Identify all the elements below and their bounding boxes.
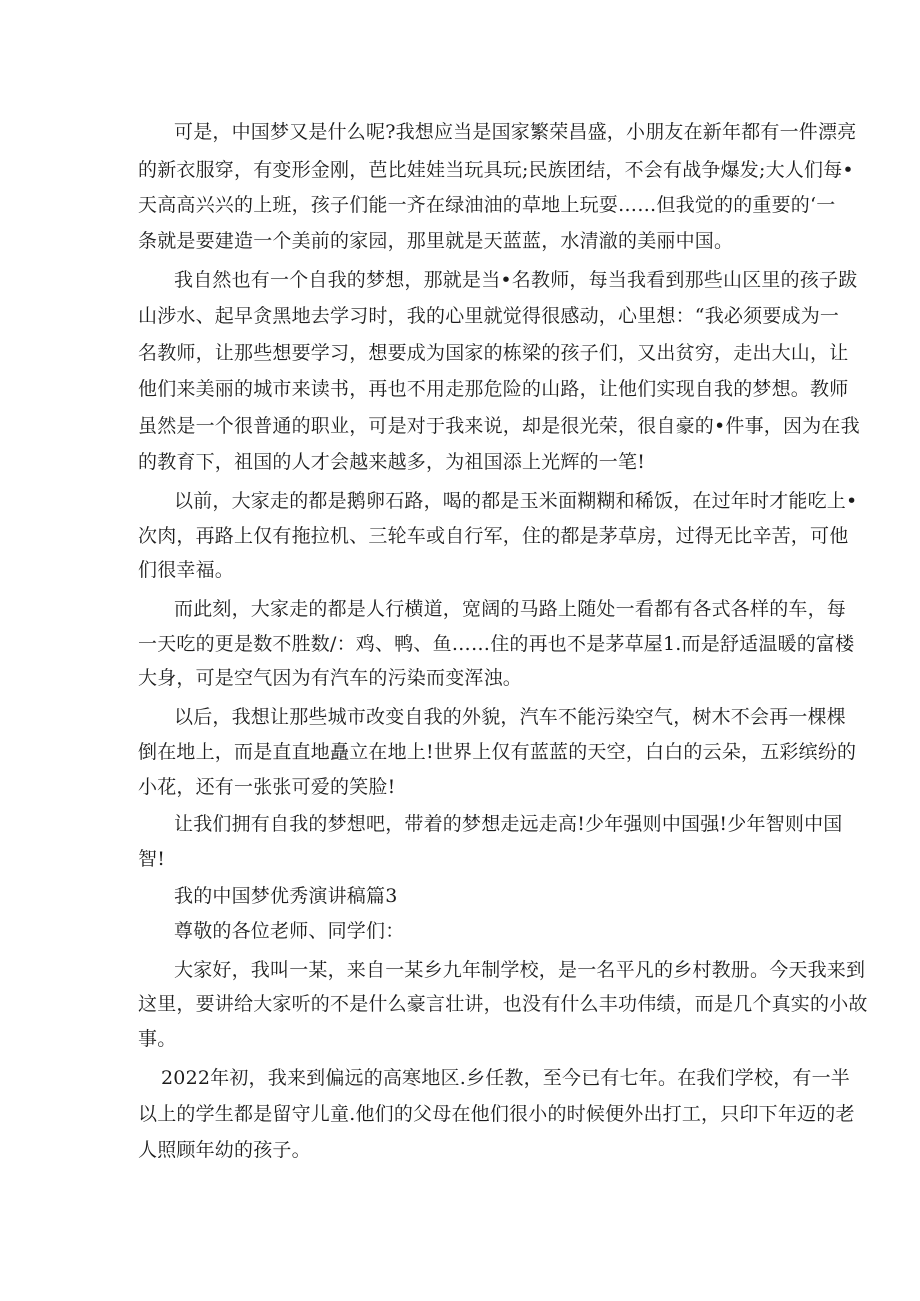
paragraph-8-line-1: 2022年初，我来到偏远的高寒地区.乡任教，至今已有七年。在我们学校，有一半	[161, 1067, 850, 1089]
paragraph-2-line-5: 虽然是一个很普通的职业，可是对于我来说，却是很光荣，很自豪的•件事，因为在我	[138, 415, 860, 437]
paragraph-6-line-1: 让我们拥有自我的梦想吧，带着的梦想走远走高!少年强则中国强!少年智则中国	[174, 813, 843, 835]
paragraph-2-line-4: 他们来美丽的城市来读书，再也不用走那危险的山路，让他们实现自我的梦想。教师	[138, 378, 849, 400]
paragraph-8-line-3: 人照顾年幼的孩子。	[138, 1139, 311, 1161]
paragraph-7-line-2: 这里，要讲给大家听的不是什么豪言壮讲，也没有什么丰功伟绩，而是几个真实的小故	[138, 993, 868, 1015]
paragraph-6-line-2: 智!	[138, 848, 166, 870]
paragraph-1-line-4: 条就是要建造一个美前的家园，那里就是天蓝蓝，水清澈的美丽中国。	[138, 230, 734, 252]
paragraph-2-line-2: 山涉水、起早贪黑地去学习时，我的心里就觉得很感动，心里想：“我必须要成为一	[138, 305, 840, 327]
paragraph-5-line-3: 小花，还有一张张可爱的笑脸!	[138, 776, 396, 798]
paragraph-3-line-1: 以前，大家走的都是鹅卵石路，喝的都是玉米面糊糊和稀饭，在过年时才能吃上•	[174, 490, 858, 512]
paragraph-3-line-2: 次肉，再路上仅有拖拉机、三轮车或自行军，住的都是茅草房，过得无比辛苦，可他	[138, 525, 849, 547]
paragraph-5-line-1: 以后，我想让那些城市改变自我的外貌，汽车不能污染空气，树木不会再一棵棵	[174, 706, 847, 728]
paragraph-8-line-2: 以上的学生都是留守儿童.他们的父母在他们很小的时候便外出打工，只印下年迈的老	[138, 1103, 855, 1125]
paragraph-1-line-1: 可是，中国梦又是什么呢?我想应当是国家繁荣昌盛，小朋友在新年都有一件漂亮	[174, 121, 857, 143]
paragraph-2-line-1: 我自然也有一个自我的梦想，那就是当•名教师，每当我看到那些山区里的孩子跋	[174, 269, 858, 291]
section-heading: 我的中国梦优秀演讲稿篇3	[174, 885, 398, 907]
paragraph-4-line-1: 而此刻，大家走的都是人行横道，宽阔的马路上随处一看都有各式各样的车，每	[174, 598, 847, 620]
paragraph-5-line-2: 倒在地上，而是直直地矗立在地上!世界上仅有蓝蓝的天空，白白的云朵，五彩缤纷的	[138, 741, 857, 763]
paragraph-4-line-3: 大身，可是空气因为有汽车的污染而变浑浊。	[138, 667, 523, 689]
paragraph-4-line-2: 一天吃的更是数不胜数/：鸡、鸭、鱼……住的再也不是茅草屋1.而是舒适温暖的富楼	[138, 633, 855, 655]
paragraph-1-line-2: 的新衣服穿，有变形金刚，芭比娃娃当玩具玩;民族团结，不会有战争爆发;大人们每•	[138, 159, 854, 181]
paragraph-2-line-3: 名教师，让那些想要学习，想要成为国家的栋梁的孩子们，又出贫穷，走出大山，让	[138, 342, 849, 364]
salutation: 尊敬的各位老师、同学们：	[174, 920, 405, 942]
paragraph-2-line-6: 的教育下，祖国的人才会越来越多，为祖国添上光辉的一笔!	[138, 451, 646, 473]
paragraph-1-line-3: 天高高兴兴的上班，孩子们能一齐在绿油油的草地上玩耍……但我觉的的重要的‘一	[138, 194, 836, 216]
paragraph-7-line-3: 事。	[138, 1028, 177, 1050]
paragraph-7-line-1: 大家好，我叫一某，来自一某乡九年制学校，是一名平凡的乡村教册。今天我来到	[174, 959, 866, 981]
paragraph-3-line-3: 们很幸福。	[138, 559, 235, 581]
